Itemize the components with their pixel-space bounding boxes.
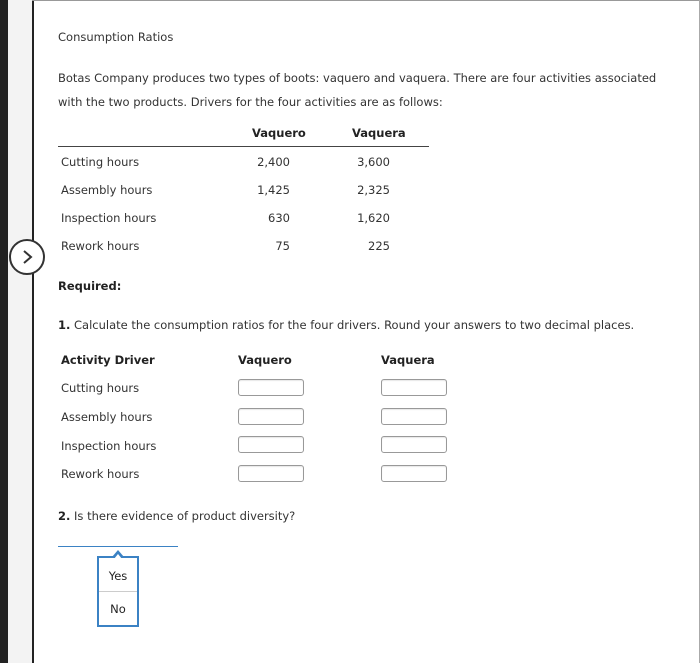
content-left-border (32, 0, 34, 663)
option-yes[interactable]: Yes (108, 569, 128, 583)
vaquera-inspection-input[interactable] (381, 436, 447, 453)
content-top-border (32, 0, 700, 1)
q2-answer-select[interactable] (58, 546, 178, 547)
drivers-row-label: Cutting hours (61, 155, 140, 169)
left-gutter (8, 0, 32, 663)
required-label: Required: (58, 279, 122, 293)
left-edge-strip (0, 0, 8, 663)
vaquero-assembly-input[interactable] (238, 408, 304, 425)
q1-col-vaquero: Vaquero (238, 353, 292, 367)
dropdown-pointer-inner (114, 554, 122, 559)
q1-number: 1. (58, 318, 71, 332)
drivers-row-label: Inspection hours (61, 211, 157, 225)
chevron-right-icon (18, 248, 36, 266)
q1-row-label: Cutting hours (61, 381, 140, 395)
q2-number: 2. (58, 509, 71, 523)
vaquero-cutting-input[interactable] (238, 379, 304, 396)
drivers-cell-vaquero: 1,425 (257, 183, 290, 197)
drivers-cell-vaquera: 1,620 (357, 211, 390, 225)
drivers-cell-vaquera: 3,600 (357, 155, 390, 169)
expand-panel-button[interactable] (9, 239, 45, 275)
drivers-header-rule (58, 146, 429, 147)
drivers-row-label: Assembly hours (61, 183, 153, 197)
q2-prompt: Is there evidence of product diversity? (74, 509, 296, 523)
page-title: Consumption Ratios (58, 30, 174, 44)
q2-dropdown-menu (97, 556, 139, 627)
vaquera-rework-input[interactable] (381, 465, 447, 482)
drivers-row-label: Rework hours (61, 239, 140, 253)
vaquera-assembly-input[interactable] (381, 408, 447, 425)
q1-col-activity-driver: Activity Driver (61, 353, 155, 367)
drivers-cell-vaquero: 630 (268, 211, 290, 225)
q1-row-label: Rework hours (61, 467, 140, 481)
drivers-cell-vaquero: 75 (275, 239, 290, 253)
drivers-cell-vaquera: 225 (368, 239, 390, 253)
option-no[interactable]: No (110, 602, 126, 616)
q1-row-label: Assembly hours (61, 410, 153, 424)
drivers-cell-vaquero: 2,400 (257, 155, 290, 169)
q1-text (58, 318, 634, 332)
q1-row-label: Inspection hours (61, 439, 157, 453)
q1-col-vaquera: Vaquera (381, 353, 435, 367)
drivers-col-vaquero: Vaquero (252, 126, 306, 140)
q2-text (58, 509, 295, 523)
vaquero-rework-input[interactable] (238, 465, 304, 482)
q1-prompt: Calculate the consumption ratios for the four drivers. Round your answers to two decimal places. (74, 318, 635, 332)
intro-text: Botas Company produces two types of boots: vaquero and vaquera. There are four activities associated with the two products. Drivers for the four activities are as follows: (58, 71, 657, 109)
vaquero-inspection-input[interactable] (238, 436, 304, 453)
option-divider (99, 591, 137, 592)
drivers-cell-vaquera: 2,325 (357, 183, 390, 197)
drivers-col-vaquera: Vaquera (352, 126, 406, 140)
vaquera-cutting-input[interactable] (381, 379, 447, 396)
